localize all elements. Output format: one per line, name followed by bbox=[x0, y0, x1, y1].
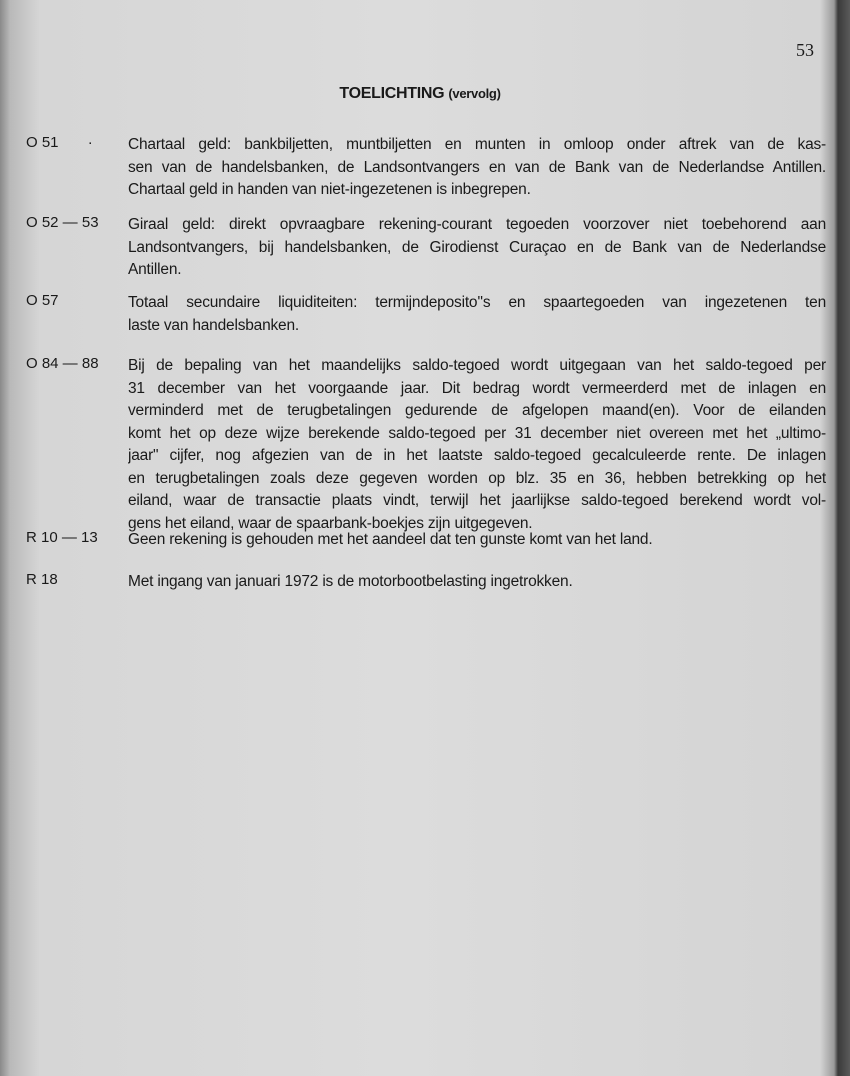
note-text bbox=[128, 292, 826, 337]
note-entry bbox=[26, 529, 826, 552]
note-line: 31 december van het voorgaande jaar. Dit bedrag wordt vermeerderd met de inlagen en bbox=[128, 379, 826, 397]
note-line: Totaal secundaire liquiditeiten: termijndeposito''s en spaartegoeden van ingezetenen ten bbox=[128, 294, 826, 311]
note-line: laste van handelsbanken. bbox=[128, 316, 299, 334]
note-line: Chartaal geld in handen van niet-ingezetenen is inbegrepen. bbox=[128, 181, 531, 198]
note-line: Bij de bepaling van het maandelijks saldo-tegoed wordt uitgegaan van het saldo-tegoed per bbox=[128, 357, 826, 374]
note-text bbox=[128, 214, 826, 282]
note-text bbox=[128, 134, 826, 202]
note-line: verminderd met de terugbetalingen gedurende de afgelopen maand(en). Voor de eilanden bbox=[128, 402, 826, 419]
note-reference: R 18 bbox=[26, 571, 58, 588]
note-line: gens het eiland, waar de spaarbank-boekjes zijn uitgegeven. bbox=[128, 514, 533, 532]
note-line: Landsontvangers, bij handelsbanken, de Girodienst Curaçao en de Bank van de Nederlandse bbox=[128, 238, 826, 256]
heading-subtitle: (vervolg) bbox=[448, 86, 501, 101]
note-line: Geen rekening is gehouden met het aandeel dat ten gunste komt van het land. bbox=[128, 531, 653, 548]
note-line: Met ingang van januari 1972 is de motorbootbelasting ingetrokken. bbox=[128, 573, 573, 590]
note-text bbox=[128, 355, 826, 535]
note-line: Giraal geld: direkt opvraagbare rekening-courant tegoeden voorzover niet toebehorend aan bbox=[128, 216, 826, 233]
note-line: en terugbetalingen zoals deze gegeven worden op blz. 35 en 36, hebben betrekking op het bbox=[128, 469, 826, 487]
note-reference: O 84 — 88 bbox=[26, 355, 99, 372]
note-reference: R 10 — 13 bbox=[26, 529, 98, 546]
note-entry bbox=[26, 571, 826, 594]
note-line: sen van de handelsbanken, de Landsontvangers en van de Bank van de Nederlandse Antillen. bbox=[128, 158, 826, 176]
note-entry bbox=[26, 134, 826, 202]
note-reference: O 52 — 53 bbox=[26, 214, 99, 231]
note-text bbox=[128, 529, 826, 552]
note-line: eiland, waar de transactie plaats vindt, terwijl het jaarlijkse saldo-tegoed berekend wordt vol- bbox=[128, 492, 826, 509]
note-reference: O 57 bbox=[26, 292, 59, 309]
note-line: Antillen. bbox=[128, 261, 182, 278]
page-number: 53 bbox=[796, 40, 814, 60]
note-line: komt het op deze wijze berekende saldo-tegoed per 31 december niet overeen met het „ultimo- bbox=[128, 424, 826, 442]
page-heading bbox=[0, 85, 840, 103]
note-entry bbox=[26, 355, 826, 535]
note-entry bbox=[26, 292, 826, 337]
note-text bbox=[128, 571, 826, 594]
note-reference: O 51 · bbox=[26, 134, 93, 151]
note-line: jaar" cijfer, nog afgezien van de in het laatste saldo-tegoed gecalculeerde rente. De inlagen bbox=[128, 447, 826, 464]
note-entry bbox=[26, 214, 826, 282]
note-line: Chartaal geld: bankbiljetten, muntbiljetten en munten in omloop onder aftrek van de kas- bbox=[128, 136, 826, 153]
heading-title: TOELICHTING bbox=[339, 85, 445, 102]
